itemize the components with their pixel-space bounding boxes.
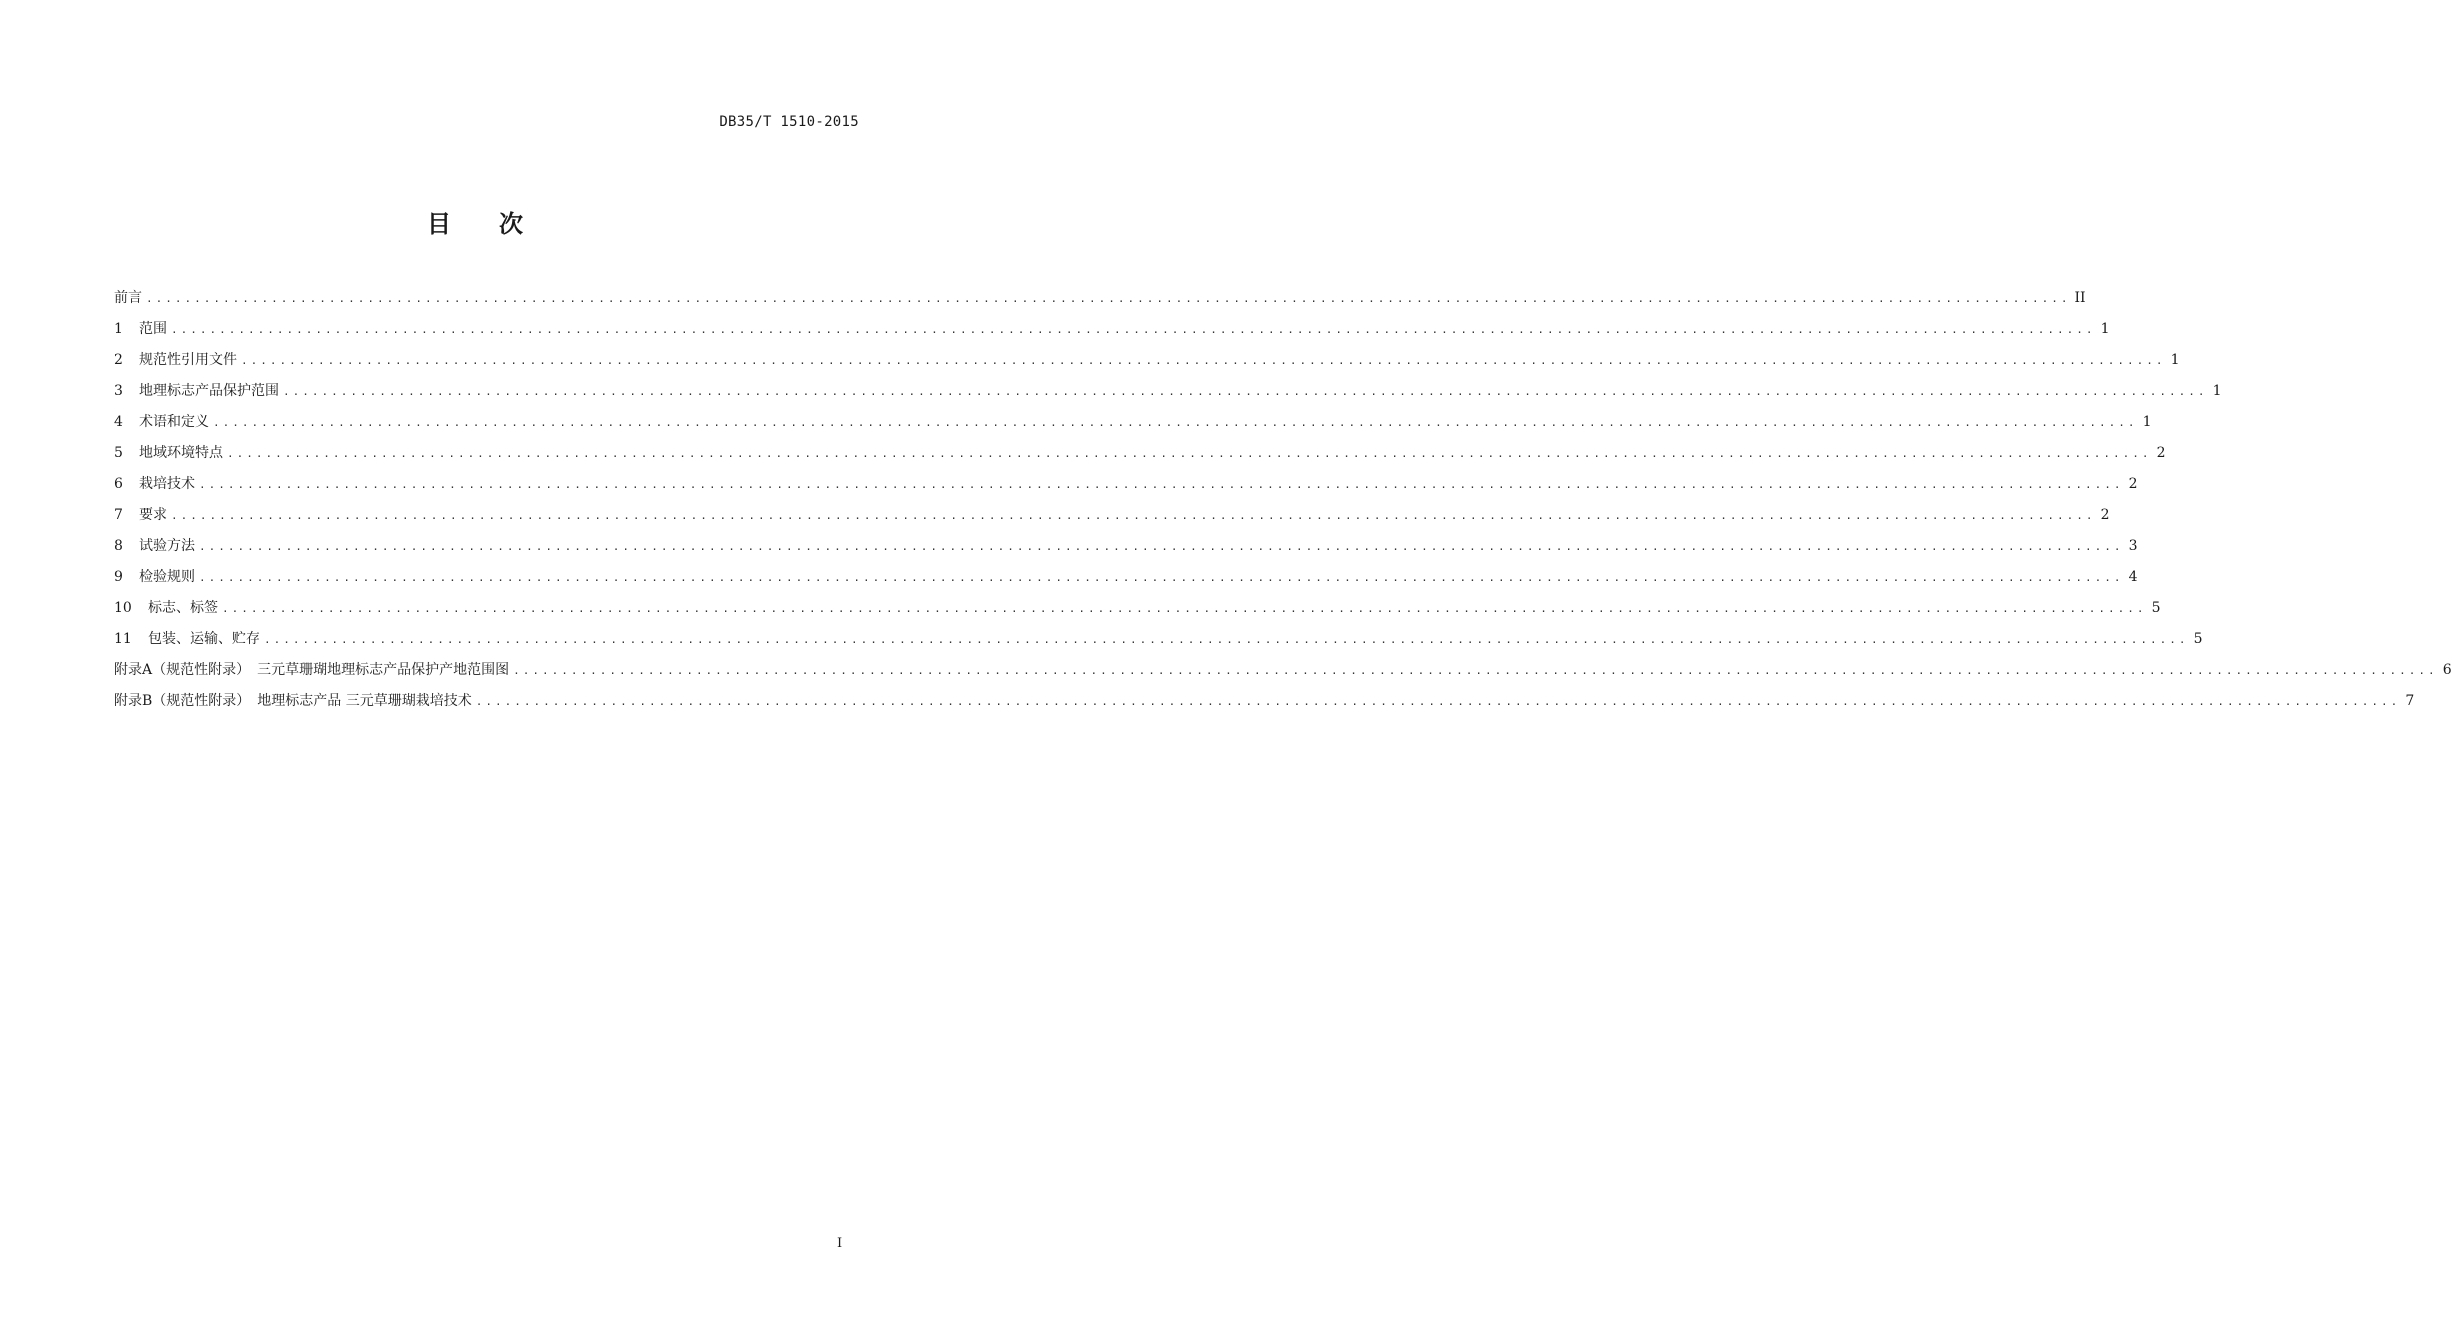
toc-entry[interactable] xyxy=(114,438,2166,469)
toc-leader-dots: ........................................................................................................................................................................................................ xyxy=(227,447,2152,460)
toc-entry-title: 检验规则 xyxy=(139,569,195,585)
toc-entry-page: 1 xyxy=(2170,352,2180,368)
toc-entry-title: 标志、标签 xyxy=(148,600,218,616)
toc-entry-page: 2 xyxy=(2156,445,2166,461)
toc-entry-number: 6 xyxy=(114,476,123,492)
toc-leader-dots: ........................................................................................................................................................................................................ xyxy=(199,478,2124,491)
toc-entry-title: 范围 xyxy=(139,321,167,337)
toc-entry[interactable] xyxy=(114,593,2161,624)
toc-leader-dots: ........................................................................................................................................................................................................ xyxy=(171,509,2096,522)
toc-entry[interactable] xyxy=(114,562,2138,593)
toc-entry-page: 3 xyxy=(2128,538,2138,554)
toc-entry-title: 包装、运输、贮存 xyxy=(148,631,260,647)
toc-entry-page: 7 xyxy=(2405,693,2415,709)
toc-entry[interactable] xyxy=(114,500,2110,531)
toc-entry[interactable] xyxy=(114,469,2138,500)
toc-leader-dots: ........................................................................................................................................................................................................ xyxy=(171,323,2096,336)
toc-entry[interactable] xyxy=(114,283,2086,314)
toc-entry-page: 1 xyxy=(2142,414,2152,430)
toc-entry-number: 7 xyxy=(114,507,123,523)
toc-entry[interactable] xyxy=(114,376,2222,407)
toc-entry-number: 3 xyxy=(114,383,123,399)
toc-entry-number: 8 xyxy=(114,538,123,554)
toc-entry-title: 术语和定义 xyxy=(139,414,209,430)
toc-entry-number: 9 xyxy=(114,569,123,585)
toc-entry-title: 规范性引用文件 xyxy=(139,352,237,368)
title-char-2: 次 xyxy=(499,210,523,238)
toc-entry-number: 5 xyxy=(114,445,123,461)
toc-entry-number: 11 xyxy=(114,631,132,647)
toc-entry-page: 1 xyxy=(2212,383,2222,399)
toc-entry-page: 2 xyxy=(2128,476,2138,492)
toc-leader-dots: ........................................................................................................................................................................................................ xyxy=(213,416,2138,429)
toc-leader-dots: ........................................................................................................................................................................................................ xyxy=(264,633,2189,646)
toc-entry-title: 栽培技术 xyxy=(139,476,195,492)
toc-entry-page: 1 xyxy=(2100,321,2110,337)
page-number: I xyxy=(837,1236,843,1251)
toc-entry[interactable] xyxy=(114,624,2203,655)
document-code: DB35/T 1510-2015 xyxy=(719,114,859,130)
toc-entry-title: 附录B（规范性附录） 地理标志产品 三元草珊瑚栽培技术 xyxy=(114,693,472,709)
toc-leader-dots: ........................................................................................................................................................................................................ xyxy=(146,292,2071,305)
toc-entry-page: 5 xyxy=(2151,600,2161,616)
toc-entry-page: 4 xyxy=(2128,569,2138,585)
toc-entry-page: II xyxy=(2074,290,2086,306)
toc-entry-title: 要求 xyxy=(139,507,167,523)
toc-entry-title: 地理标志产品保护范围 xyxy=(139,383,279,399)
toc-entry-page: 5 xyxy=(2193,631,2203,647)
toc-entry[interactable] xyxy=(114,314,2110,345)
toc-entry-number: 10 xyxy=(114,600,132,616)
toc-entry-number: 4 xyxy=(114,414,123,430)
toc-entry-title: 附录A（规范性附录） 三元草珊瑚地理标志产品保护产地范围图 xyxy=(114,662,510,678)
toc-entry-title: 地域环境特点 xyxy=(139,445,223,461)
toc-entry-number: 2 xyxy=(114,352,123,368)
toc-entry[interactable] xyxy=(114,686,2415,717)
toc-entry[interactable] xyxy=(114,655,2452,686)
toc-entry-title: 试验方法 xyxy=(139,538,195,554)
toc-leader-dots: ........................................................................................................................................................................................................ xyxy=(475,695,2401,708)
toc-entry-title: 前言 xyxy=(114,290,142,306)
title-char-1: 目 xyxy=(427,210,451,238)
toc-entry-page: 6 xyxy=(2442,662,2452,678)
toc-leader-dots: ........................................................................................................................................................................................................ xyxy=(199,571,2124,584)
toc-leader-dots: ........................................................................................................................................................................................................ xyxy=(283,385,2208,398)
table-of-contents xyxy=(114,283,2452,717)
toc-leader-dots: ........................................................................................................................................................................................................ xyxy=(199,540,2124,553)
toc-entry-page: 2 xyxy=(2100,507,2110,523)
toc-leader-dots: ........................................................................................................................................................................................................ xyxy=(513,664,2438,677)
toc-entry-number: 1 xyxy=(114,321,123,337)
toc-entry[interactable] xyxy=(114,345,2180,376)
toc-entry[interactable] xyxy=(114,407,2152,438)
page-title xyxy=(0,204,950,239)
toc-leader-dots: ........................................................................................................................................................................................................ xyxy=(222,602,2147,615)
toc-leader-dots: ........................................................................................................................................................................................................ xyxy=(241,354,2166,367)
toc-entry[interactable] xyxy=(114,531,2138,562)
